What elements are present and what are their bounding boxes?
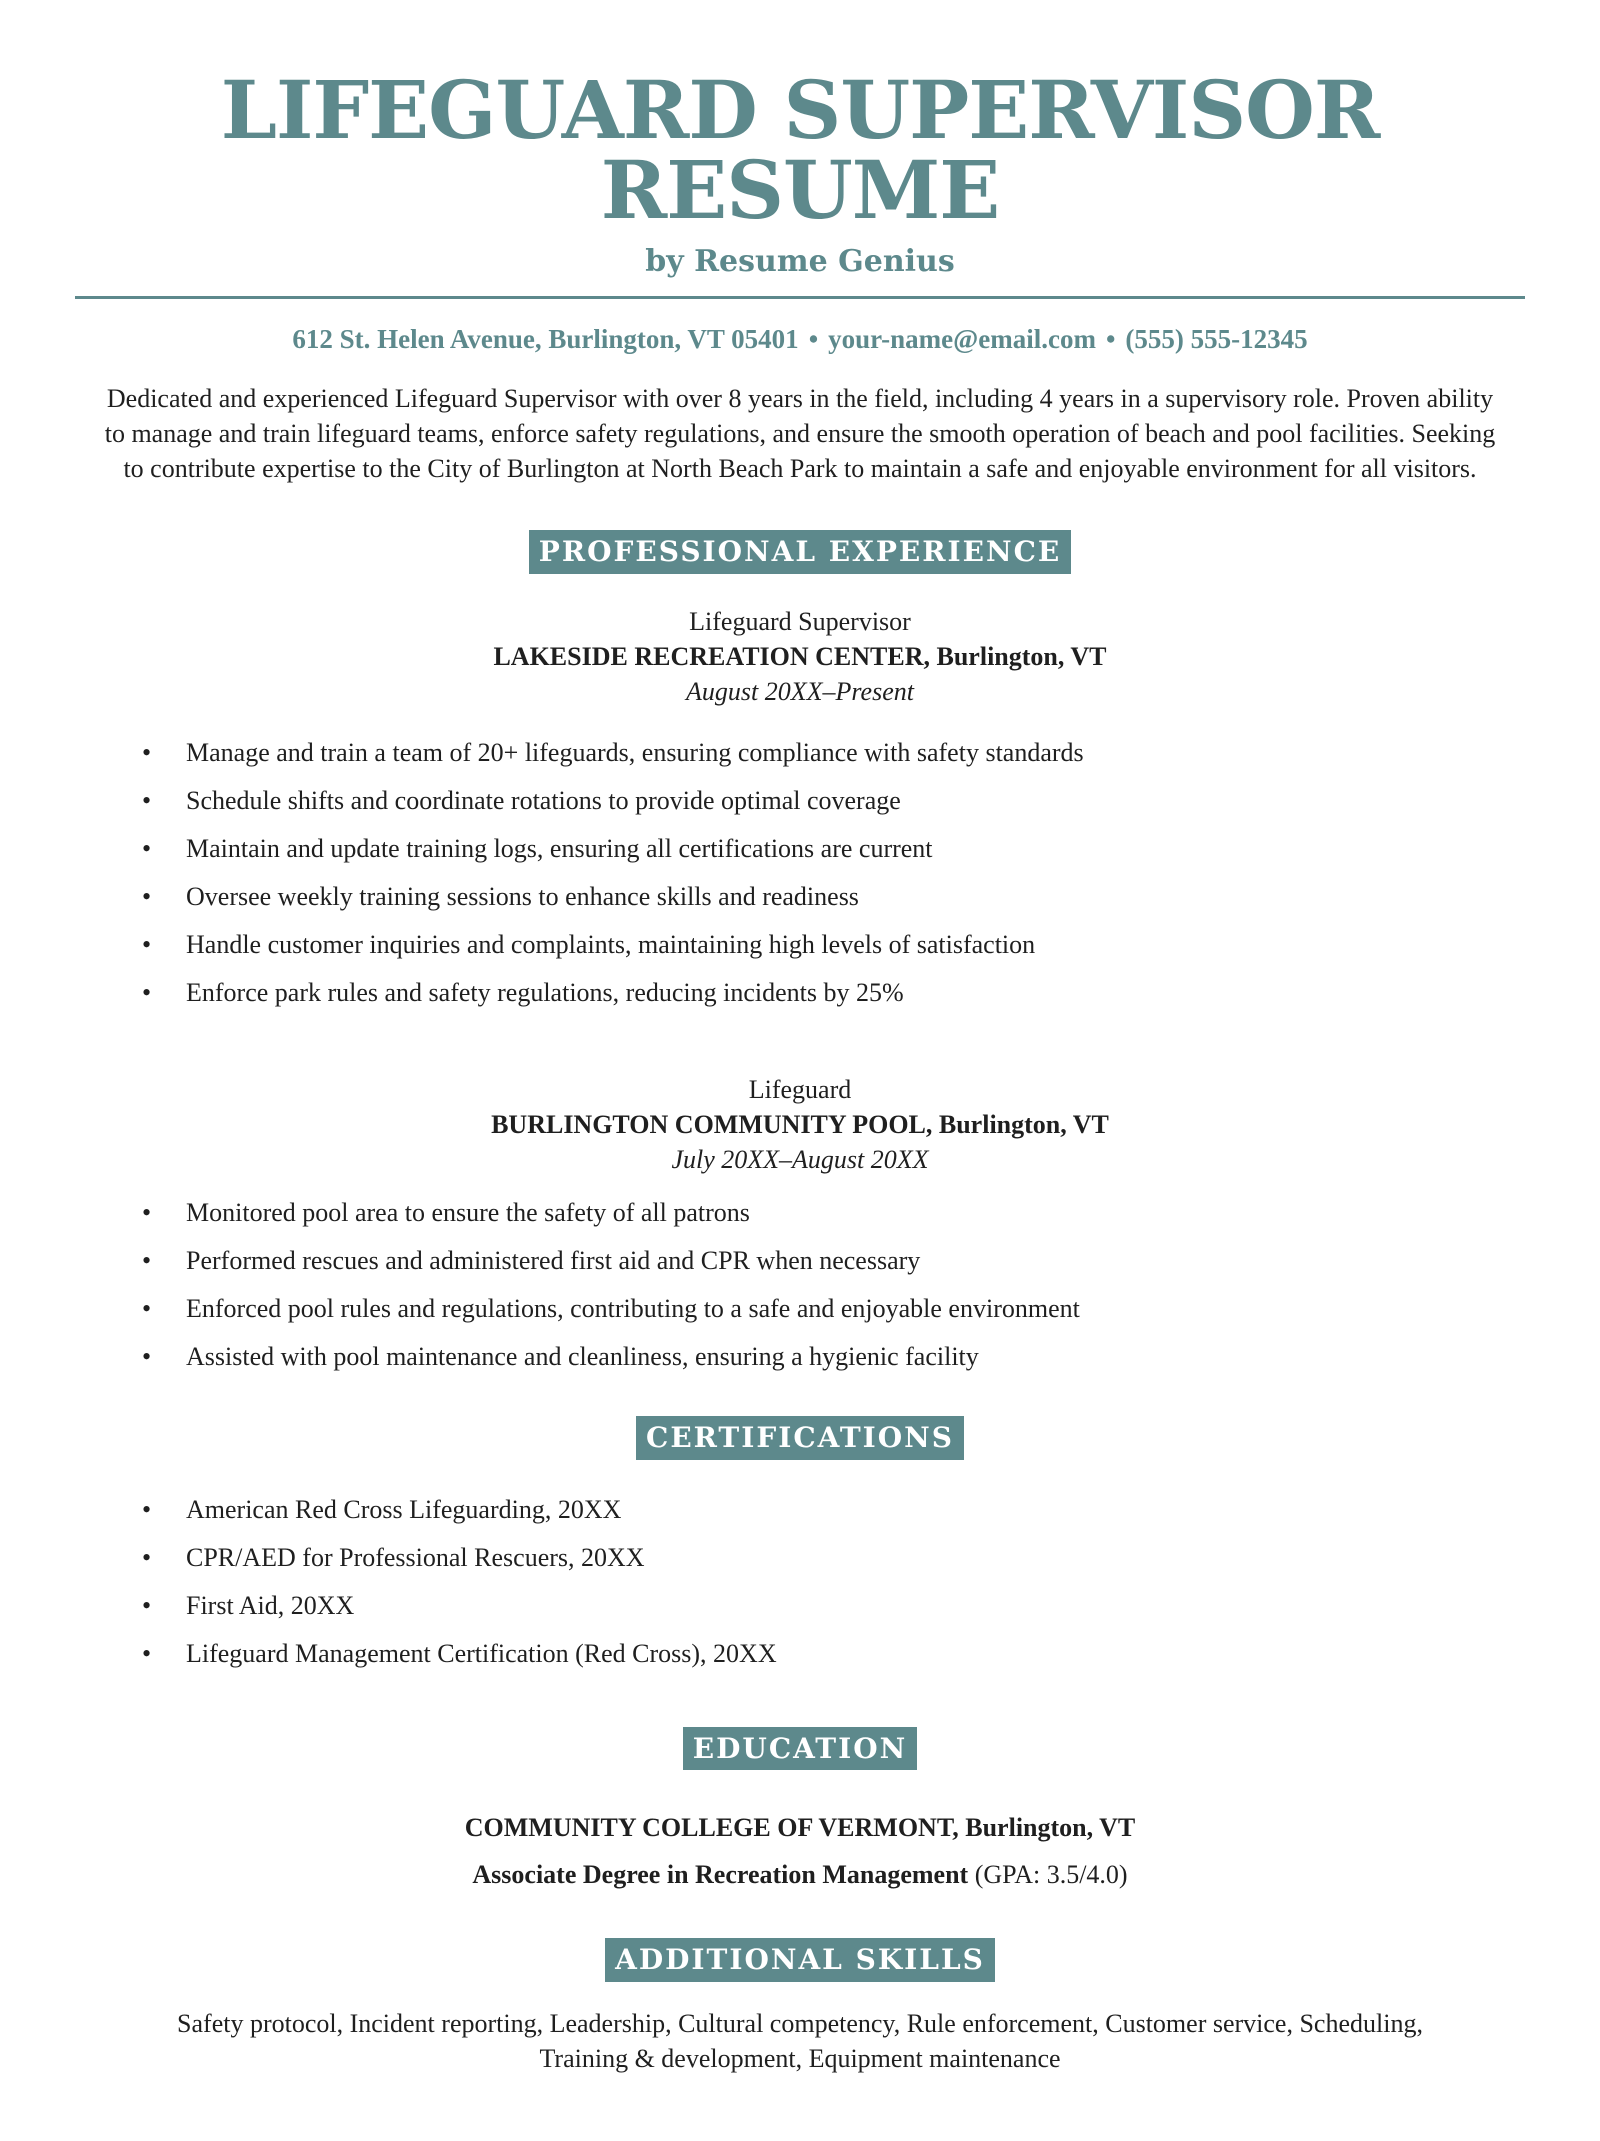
section-heading-education: EDUCATION <box>683 1727 917 1771</box>
byline: by Resume Genius <box>645 244 955 279</box>
education-gpa: (GPA: 3.5/4.0) <box>968 1860 1128 1890</box>
section-professional-experience <box>0 530 1600 574</box>
job-bullet-list-1 <box>0 735 1600 1010</box>
education-degree: Associate Degree in Recreation Management <box>472 1860 969 1890</box>
bullet-item: • Performed rescues and administered first aid and CPR when necessary <box>142 1243 1520 1278</box>
section-certifications <box>0 1416 1600 1460</box>
bullet-item: • Schedule shifts and coordinate rotations to provide optimal coverage <box>142 783 1520 818</box>
section-heading-certifications: CERTIFICATIONS <box>636 1416 964 1460</box>
bullet-item: • Enforce park rules and safety regulations, reducing incidents by 25% <box>142 975 1520 1010</box>
skills-paragraph: Safety protocol, Incident reporting, Leadership, Cultural competency, Rule enforcement, Customer service, Scheduling, Training & development, Equipment maintenance <box>177 2008 1423 2073</box>
certification-item: • American Red Cross Lifeguarding, 20XX <box>142 1492 1520 1527</box>
certification-item: • CPR/AED for Professional Rescuers, 20XX <box>142 1540 1520 1575</box>
phone-text: (555) 555-12345 <box>1125 324 1308 354</box>
job-title: Lifeguard <box>748 1074 852 1104</box>
header-divider <box>75 296 1525 299</box>
job-dates: July 20XX–August 20XX <box>671 1144 929 1174</box>
education-school: COMMUNITY COLLEGE OF VERMONT, Burlington, VT <box>464 1813 1136 1843</box>
section-heading-additional-skills: ADDITIONAL SKILLS <box>605 1938 995 1982</box>
job-dates: August 20XX–Present <box>686 676 914 706</box>
bullet-item: • Handle customer inquiries and complaints, maintaining high levels of satisfaction <box>142 927 1520 962</box>
job-company: BURLINGTON COMMUNITY POOL, Burlington, VT <box>491 1109 1109 1139</box>
job-company: LAKESIDE RECREATION CENTER, Burlington, VT <box>493 641 1107 671</box>
bullet-item: • Oversee weekly training sessions to enhance skills and readiness <box>142 879 1520 914</box>
contact-separator-dot: • <box>808 324 819 354</box>
bullet-item: • Monitored pool area to ensure the safety of all patrons <box>142 1195 1520 1230</box>
bullet-item: • Assisted with pool maintenance and cleanliness, ensuring a hygienic facility <box>142 1339 1520 1374</box>
resume-page <box>0 63 1600 2141</box>
education-degree-line <box>0 1857 1600 1892</box>
job-header-lifeguard-supervisor <box>0 604 1600 709</box>
resume-header <box>0 63 1600 355</box>
email-text: your-name@email.com <box>828 324 1096 354</box>
contact-line <box>0 323 1600 355</box>
certification-item: • First Aid, 20XX <box>142 1588 1520 1623</box>
certification-item: • Lifeguard Management Certification (Red Cross), 20XX <box>142 1636 1520 1671</box>
section-heading-professional-experience: PROFESSIONAL EXPERIENCE <box>529 530 1071 574</box>
section-education <box>0 1727 1600 1771</box>
bullet-item: • Manage and train a team of 20+ lifeguards, ensuring compliance with safety standards <box>142 735 1520 770</box>
bullet-item: • Enforced pool rules and regulations, contributing to a safe and enjoyable environment <box>142 1291 1520 1326</box>
job-title: Lifeguard Supervisor <box>689 606 911 636</box>
address-text: 612 St. Helen Avenue, Burlington, VT 05401 <box>292 324 799 354</box>
contact-separator-dot: • <box>1105 324 1116 354</box>
page-title: LIFEGUARD SUPERVISOR RESUME <box>220 63 1380 237</box>
certifications-list <box>0 1492 1600 1671</box>
summary-paragraph: Dedicated and experienced Lifeguard Supervisor with over 8 years in the field, including 4 years in a supervisory role. Proven ability to manage and train lifeguard teams, enforce safety regulations, and ensure the smooth operation of beach and pool facilities. Seeking to contribute expertise to the City of Burlington at North Beach Park to maintain a safe and enjoyable environment for all visitors. <box>104 384 1496 484</box>
job-header-lifeguard <box>0 1072 1600 1177</box>
bullet-item: • Maintain and update training logs, ensuring all certifications are current <box>142 831 1520 866</box>
job-bullet-list-2 <box>0 1195 1600 1374</box>
section-additional-skills <box>0 1938 1600 1982</box>
